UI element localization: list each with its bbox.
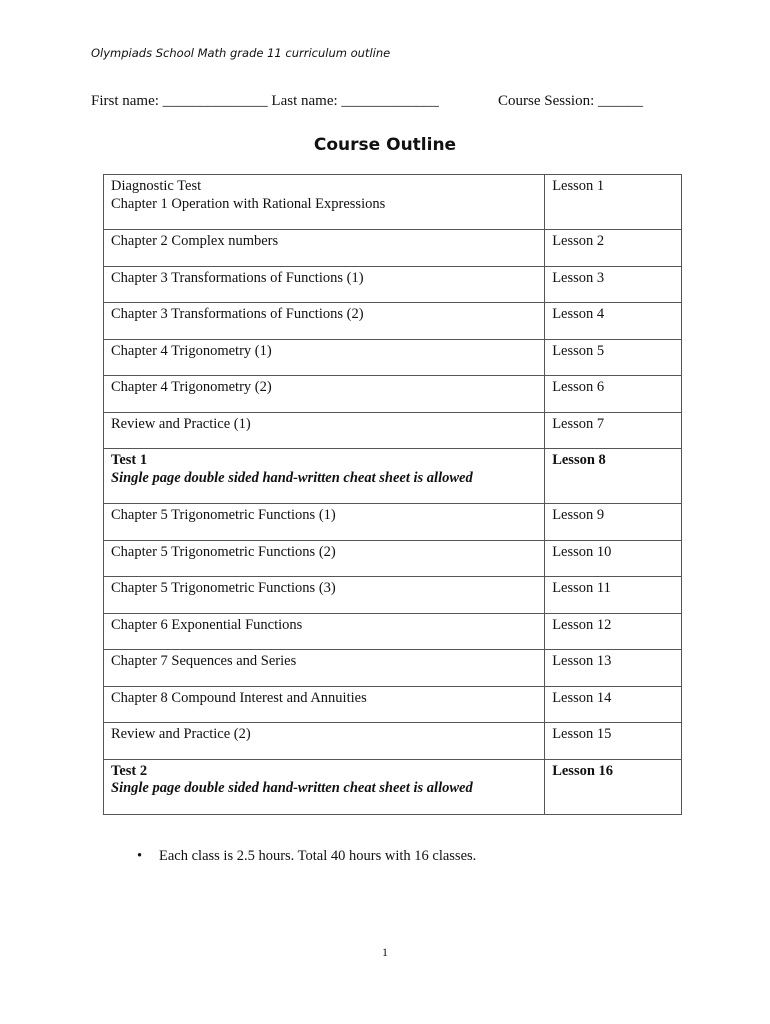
lesson-cell: Lesson 10 bbox=[545, 540, 682, 577]
topic-cell: Chapter 5 Trigonometric Functions (1) bbox=[104, 504, 545, 541]
table-row bbox=[104, 650, 682, 687]
table-row bbox=[104, 504, 682, 541]
table-row bbox=[104, 723, 682, 760]
page-number: 1 bbox=[382, 945, 388, 959]
test-note: Single page double sided hand-written cheat sheet is allowed bbox=[111, 780, 473, 796]
course-session-field: Course Session: ______ bbox=[498, 93, 644, 109]
lesson-cell: Lesson 9 bbox=[545, 504, 682, 541]
test-title: Test 2 bbox=[111, 762, 148, 779]
topic-cell: Chapter 4 Trigonometry (2) bbox=[104, 376, 545, 413]
topic-cell: Chapter 4 Trigonometry (1) bbox=[104, 339, 545, 376]
topic-cell: Chapter 5 Trigonometric Functions (2) bbox=[104, 540, 545, 577]
topic-cell: Chapter 6 Exponential Functions bbox=[104, 613, 545, 650]
lesson-cell: Lesson 15 bbox=[545, 723, 682, 760]
running-header: Olympiads School Math grade 11 curriculum outline bbox=[91, 46, 391, 60]
lesson-cell: Lesson 4 bbox=[545, 303, 682, 340]
topic-text-line2: Chapter 1 Operation with Rational Expressions bbox=[111, 195, 386, 212]
lesson-cell: Lesson 6 bbox=[545, 376, 682, 413]
table-row bbox=[104, 175, 682, 230]
table-row bbox=[104, 686, 682, 723]
topic-cell: Chapter 2 Complex numbers bbox=[104, 230, 545, 267]
lesson-cell: Lesson 2 bbox=[545, 230, 682, 267]
table-row-test bbox=[104, 449, 682, 504]
table-row bbox=[104, 412, 682, 449]
topic-cell: Chapter 7 Sequences and Series bbox=[104, 650, 545, 687]
lesson-cell: Lesson 7 bbox=[545, 412, 682, 449]
test-note: Single page double sided hand-written cheat sheet is allowed bbox=[111, 469, 473, 486]
bullet-item bbox=[137, 848, 476, 865]
topic-cell: Chapter 5 Trigonometric Functions (3) bbox=[104, 577, 545, 614]
table-row bbox=[104, 376, 682, 413]
topic-cell: Review and Practice (1) bbox=[104, 412, 545, 449]
lesson-cell: Lesson 1 bbox=[545, 175, 682, 230]
bullet-icon: • bbox=[137, 848, 143, 864]
topic-cell: Chapter 3 Transformations of Functions (2) bbox=[104, 303, 545, 340]
lesson-cell: Lesson 5 bbox=[545, 339, 682, 376]
lesson-cell: Lesson 13 bbox=[545, 650, 682, 687]
lesson-cell: Lesson 11 bbox=[545, 577, 682, 614]
topic-cell bbox=[104, 759, 545, 814]
last-name-field: Last name: _____________ bbox=[271, 93, 439, 109]
table-row bbox=[104, 303, 682, 340]
first-name-field: First name: ______________ bbox=[91, 93, 268, 109]
topic-text: Diagnostic Test bbox=[111, 178, 202, 194]
lesson-cell: Lesson 8 bbox=[545, 449, 682, 504]
table-row bbox=[104, 613, 682, 650]
lesson-cell: Lesson 14 bbox=[545, 686, 682, 723]
course-outline-table bbox=[103, 174, 682, 815]
page-title: Course Outline bbox=[313, 135, 457, 155]
lesson-cell: Lesson 3 bbox=[545, 266, 682, 303]
bullet-text: Each class is 2.5 hours. Total 40 hours with 16 classes. bbox=[159, 848, 477, 864]
table-row-test bbox=[104, 759, 682, 814]
test-title: Test 1 bbox=[111, 452, 148, 468]
topic-cell: Chapter 8 Compound Interest and Annuities bbox=[104, 686, 545, 723]
lesson-cell: Lesson 16 bbox=[545, 759, 682, 814]
table-row bbox=[104, 266, 682, 303]
topic-cell: Chapter 3 Transformations of Functions (1) bbox=[104, 266, 545, 303]
topic-cell bbox=[104, 449, 545, 504]
table-row bbox=[104, 577, 682, 614]
topic-cell: Review and Practice (2) bbox=[104, 723, 545, 760]
student-info-row bbox=[91, 93, 661, 110]
lesson-cell: Lesson 12 bbox=[545, 613, 682, 650]
table-row bbox=[104, 230, 682, 267]
table-row bbox=[104, 540, 682, 577]
topic-cell bbox=[104, 175, 545, 230]
table-row bbox=[104, 339, 682, 376]
